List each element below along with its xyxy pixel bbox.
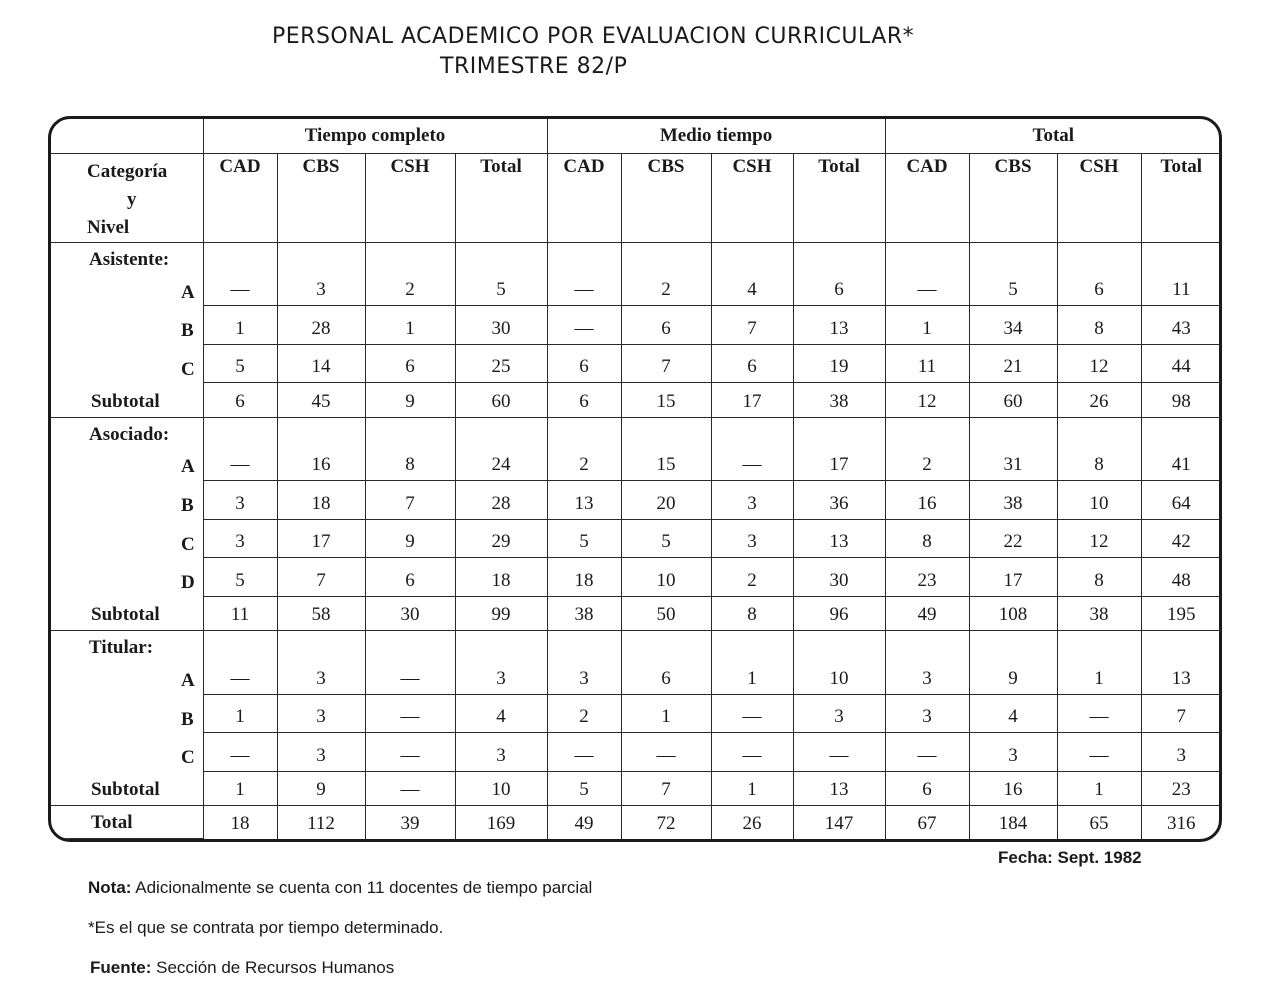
corner-cell [51,119,203,154]
table-cell: 31 [969,417,1057,480]
subtotal-cell: 6 [547,383,621,418]
subtotal-cell: 7 [621,771,711,806]
subtotal-cell: 60 [969,383,1057,418]
table-cell: — [1057,694,1141,733]
table-cell: 13 [547,480,621,519]
date-note: Fecha: Sept. 1982 [998,848,1142,867]
column-header: CBS [621,154,711,243]
table-cell: 2 [547,694,621,733]
note-text: Adicionalmente se cuenta con 11 docentes de tiempo parcial [135,878,593,897]
table-cell: 7 [1141,694,1221,733]
subtotal-cell: 1 [203,771,277,806]
table-cell: 3 [885,694,969,733]
subtotal-cell: 17 [711,383,793,418]
table-cell: 17 [969,558,1057,597]
subtotal-cell: 6 [885,771,969,806]
subtotal-label-text: Subtotal [91,390,160,412]
column-header: CBS [969,154,1057,243]
total-cell: 39 [365,806,455,839]
source-text: Sección de Recursos Humanos [156,958,395,977]
table-cell: 23 [885,558,969,597]
total-cell: 67 [885,806,969,839]
table-cell: 8 [1057,558,1141,597]
subtotal-cell: 26 [1057,383,1141,418]
table-cell: 10 [1057,480,1141,519]
table-cell: 11 [885,344,969,383]
category-header-line2: y [127,189,137,210]
row-label [51,694,203,733]
row-label [51,306,203,345]
table-cell: 10 [793,631,885,694]
table-cell: 16 [885,480,969,519]
table-row [51,344,1221,383]
level-label: B [181,320,194,342]
subtotal-label [51,771,203,806]
subtotal-cell: 98 [1141,383,1221,418]
table-cell: 5 [203,344,277,383]
total-row [51,806,1221,839]
table-cell: 1 [885,306,969,345]
table-cell: — [711,417,793,480]
subtotal-cell: 13 [793,771,885,806]
table-cell: — [885,243,969,306]
category-header [51,154,203,243]
table-cell: 7 [365,480,455,519]
level-label: A [181,670,195,691]
level-label: A [181,456,195,478]
column-header: CBS [277,154,365,243]
table-cell: 5 [969,243,1057,306]
subtotal-label [51,383,203,418]
table-cell: 22 [969,519,1057,558]
subtotal-cell: 50 [621,596,711,631]
table-cell: — [203,733,277,772]
table-cell: 3 [711,480,793,519]
table-cell: 3 [547,631,621,694]
table-cell: 7 [711,306,793,345]
subtotal-label-text: Subtotal [91,779,160,801]
column-header: Total [793,154,885,243]
subtotal-cell: 15 [621,383,711,418]
table-cell: 30 [455,306,547,345]
subtotal-cell: 38 [547,596,621,631]
table-cell: 25 [455,344,547,383]
table-cell: 6 [621,631,711,694]
table-cell: 44 [1141,344,1221,383]
subtotal-cell: 6 [203,383,277,418]
table-cell: 48 [1141,558,1221,597]
table-cell: 1 [711,631,793,694]
table-body [51,243,1221,839]
subtotal-row [51,771,1221,806]
table-cell: — [711,694,793,733]
table-cell: 9 [969,631,1057,694]
table-cell: 17 [277,519,365,558]
section-name: Asistente: [89,249,170,270]
table-cell: 3 [277,243,365,306]
table-cell: — [547,733,621,772]
table-cell: 7 [277,558,365,597]
table-cell: 3 [203,480,277,519]
table-cell: 2 [621,243,711,306]
subtotal-cell: 45 [277,383,365,418]
subtotal-cell: 1 [711,771,793,806]
column-header: CAD [885,154,969,243]
table-row [51,243,1221,306]
table-cell: 16 [277,417,365,480]
data-table [51,119,1221,839]
total-cell: 316 [1141,806,1221,839]
subtotal-cell: 60 [455,383,547,418]
table-cell: 3 [203,519,277,558]
total-cell: 169 [455,806,547,839]
table-cell: 10 [621,558,711,597]
level-label: C [181,533,195,555]
subtotal-cell: 12 [885,383,969,418]
table-cell: 34 [969,306,1057,345]
table-cell: 21 [969,344,1057,383]
row-label [51,631,203,694]
table-cell: 5 [547,519,621,558]
row-label [51,344,203,383]
table-cell: 8 [1057,417,1141,480]
row-label [51,480,203,519]
table-cell: 6 [793,243,885,306]
note-label: Nota: [88,878,132,897]
column-header: Total [455,154,547,243]
table-cell: 7 [621,344,711,383]
group-header-total: Total [885,119,1221,154]
total-cell: 65 [1057,806,1141,839]
table-cell: 2 [365,243,455,306]
level-label: C [181,747,195,769]
table-cell: 1 [203,306,277,345]
table-cell: 6 [547,344,621,383]
subtotal-cell: 96 [793,596,885,631]
table-cell: 2 [547,417,621,480]
table-cell: 4 [455,694,547,733]
level-label: C [181,358,195,380]
table-cell: 43 [1141,306,1221,345]
subtotal-cell: 38 [793,383,885,418]
table-cell: 2 [711,558,793,597]
subtotal-cell: 99 [455,596,547,631]
table-cell: — [547,306,621,345]
category-header-line3: Nivel [87,217,130,238]
column-header: CSH [711,154,793,243]
note [88,878,592,898]
total-cell: 184 [969,806,1057,839]
table-row [51,733,1221,772]
subtotal-label-text: Subtotal [91,604,160,626]
table-cell: 3 [793,694,885,733]
table-cell: 18 [277,480,365,519]
table-row [51,306,1221,345]
subtotal-label [51,596,203,631]
table-cell: 28 [455,480,547,519]
table-cell: 13 [1141,631,1221,694]
table-cell: 18 [455,558,547,597]
row-label [51,519,203,558]
table-cell: — [885,733,969,772]
page-title: PERSONAL ACADEMICO POR EVALUACION CURRICULAR* [272,24,915,49]
table-cell: 12 [1057,519,1141,558]
total-cell: 112 [277,806,365,839]
table-cell: 8 [365,417,455,480]
subtotal-cell: 1 [1057,771,1141,806]
table-cell: 1 [203,694,277,733]
level-label: B [181,708,194,730]
asterisk-note: *Es el que se contrata por tiempo determinado. [88,918,444,937]
table-row [51,558,1221,597]
table-cell: 9 [365,519,455,558]
table-row [51,417,1221,480]
table-cell: 3 [277,694,365,733]
subtotal-row [51,383,1221,418]
level-label: B [181,495,194,517]
subtotal-cell: 195 [1141,596,1221,631]
table-cell: 4 [969,694,1057,733]
table-cell: — [365,694,455,733]
table-cell: 12 [1057,344,1141,383]
column-header: CAD [547,154,621,243]
table-cell: 4 [711,243,793,306]
table-cell: 42 [1141,519,1221,558]
subtotal-cell: 23 [1141,771,1221,806]
table-cell: 6 [621,306,711,345]
subtotal-cell: 10 [455,771,547,806]
table-cell: 6 [711,344,793,383]
table-cell: — [793,733,885,772]
column-header: CAD [203,154,277,243]
table-cell: 36 [793,480,885,519]
total-cell: 18 [203,806,277,839]
table-cell: — [365,631,455,694]
row-label [51,417,203,480]
table-cell: 15 [621,417,711,480]
page-subtitle: TRIMESTRE 82/P [440,54,628,79]
table-cell: 6 [365,558,455,597]
section-name: Titular: [89,637,154,659]
group-header-medio-tiempo: Medio tiempo [547,119,885,154]
table-cell: 3 [885,631,969,694]
table-cell: 3 [711,519,793,558]
subtotal-cell: 30 [365,596,455,631]
subtotal-cell: 58 [277,596,365,631]
table-cell: 30 [793,558,885,597]
subtotal-cell: 11 [203,596,277,631]
table-row [51,480,1221,519]
row-label [51,243,203,306]
table-cell: 20 [621,480,711,519]
table-cell: — [711,733,793,772]
subtotal-cell: 16 [969,771,1057,806]
table-cell: 1 [1057,631,1141,694]
column-header: Total [1141,154,1221,243]
subtotal-cell: 9 [365,383,455,418]
table-cell: 3 [277,733,365,772]
table-cell: 3 [455,733,547,772]
subtotal-cell: — [365,771,455,806]
section-name: Asociado: [89,423,170,445]
table-cell: 3 [455,631,547,694]
subtotal-cell: 49 [885,596,969,631]
table-cell: 3 [277,631,365,694]
column-header: CSH [1057,154,1141,243]
table-cell: 14 [277,344,365,383]
subtotal-cell: 5 [547,771,621,806]
total-label [51,806,203,839]
total-cell: 26 [711,806,793,839]
table-cell: 5 [203,558,277,597]
table-cell: 41 [1141,417,1221,480]
table-cell: 5 [455,243,547,306]
table-row [51,519,1221,558]
table-cell: — [547,243,621,306]
row-label [51,733,203,772]
table-cell: 13 [793,519,885,558]
total-cell: 72 [621,806,711,839]
total-label-text: Total [91,812,133,833]
table-cell: 3 [1141,733,1221,772]
level-label: A [181,281,195,303]
table-cell: 29 [455,519,547,558]
subtotal-cell: 38 [1057,596,1141,631]
table-cell: 2 [885,417,969,480]
table-cell: 64 [1141,480,1221,519]
table-cell: — [365,733,455,772]
source-label: Fuente: [90,958,152,977]
category-header-line1: Categoría [87,161,168,182]
table-cell: — [621,733,711,772]
table-cell: 11 [1141,243,1221,306]
table-cell: 8 [1057,306,1141,345]
source-note [90,958,394,978]
table-cell: 1 [621,694,711,733]
table-cell: 5 [621,519,711,558]
table-cell: 38 [969,480,1057,519]
column-header: CSH [365,154,455,243]
total-cell: 49 [547,806,621,839]
table-cell: 3 [969,733,1057,772]
subtotal-cell: 9 [277,771,365,806]
table-cell: 8 [885,519,969,558]
table-cell: — [1057,733,1141,772]
table-cell: 17 [793,417,885,480]
table-row [51,631,1221,694]
table-cell: 24 [455,417,547,480]
table-cell: — [203,243,277,306]
total-cell: 147 [793,806,885,839]
subtotal-cell: 108 [969,596,1057,631]
table-cell: 19 [793,344,885,383]
table-cell: 28 [277,306,365,345]
group-header-tiempo-completo: Tiempo completo [203,119,547,154]
table-cell: 1 [365,306,455,345]
subtotal-cell: 8 [711,596,793,631]
table-cell: — [203,631,277,694]
data-table-frame [48,116,1222,842]
table-cell: 6 [365,344,455,383]
table-row [51,694,1221,733]
table-cell: — [203,417,277,480]
table-cell: 13 [793,306,885,345]
table-cell: 18 [547,558,621,597]
row-label [51,558,203,597]
level-label: D [181,572,195,594]
table-cell: 6 [1057,243,1141,306]
subtotal-row [51,596,1221,631]
